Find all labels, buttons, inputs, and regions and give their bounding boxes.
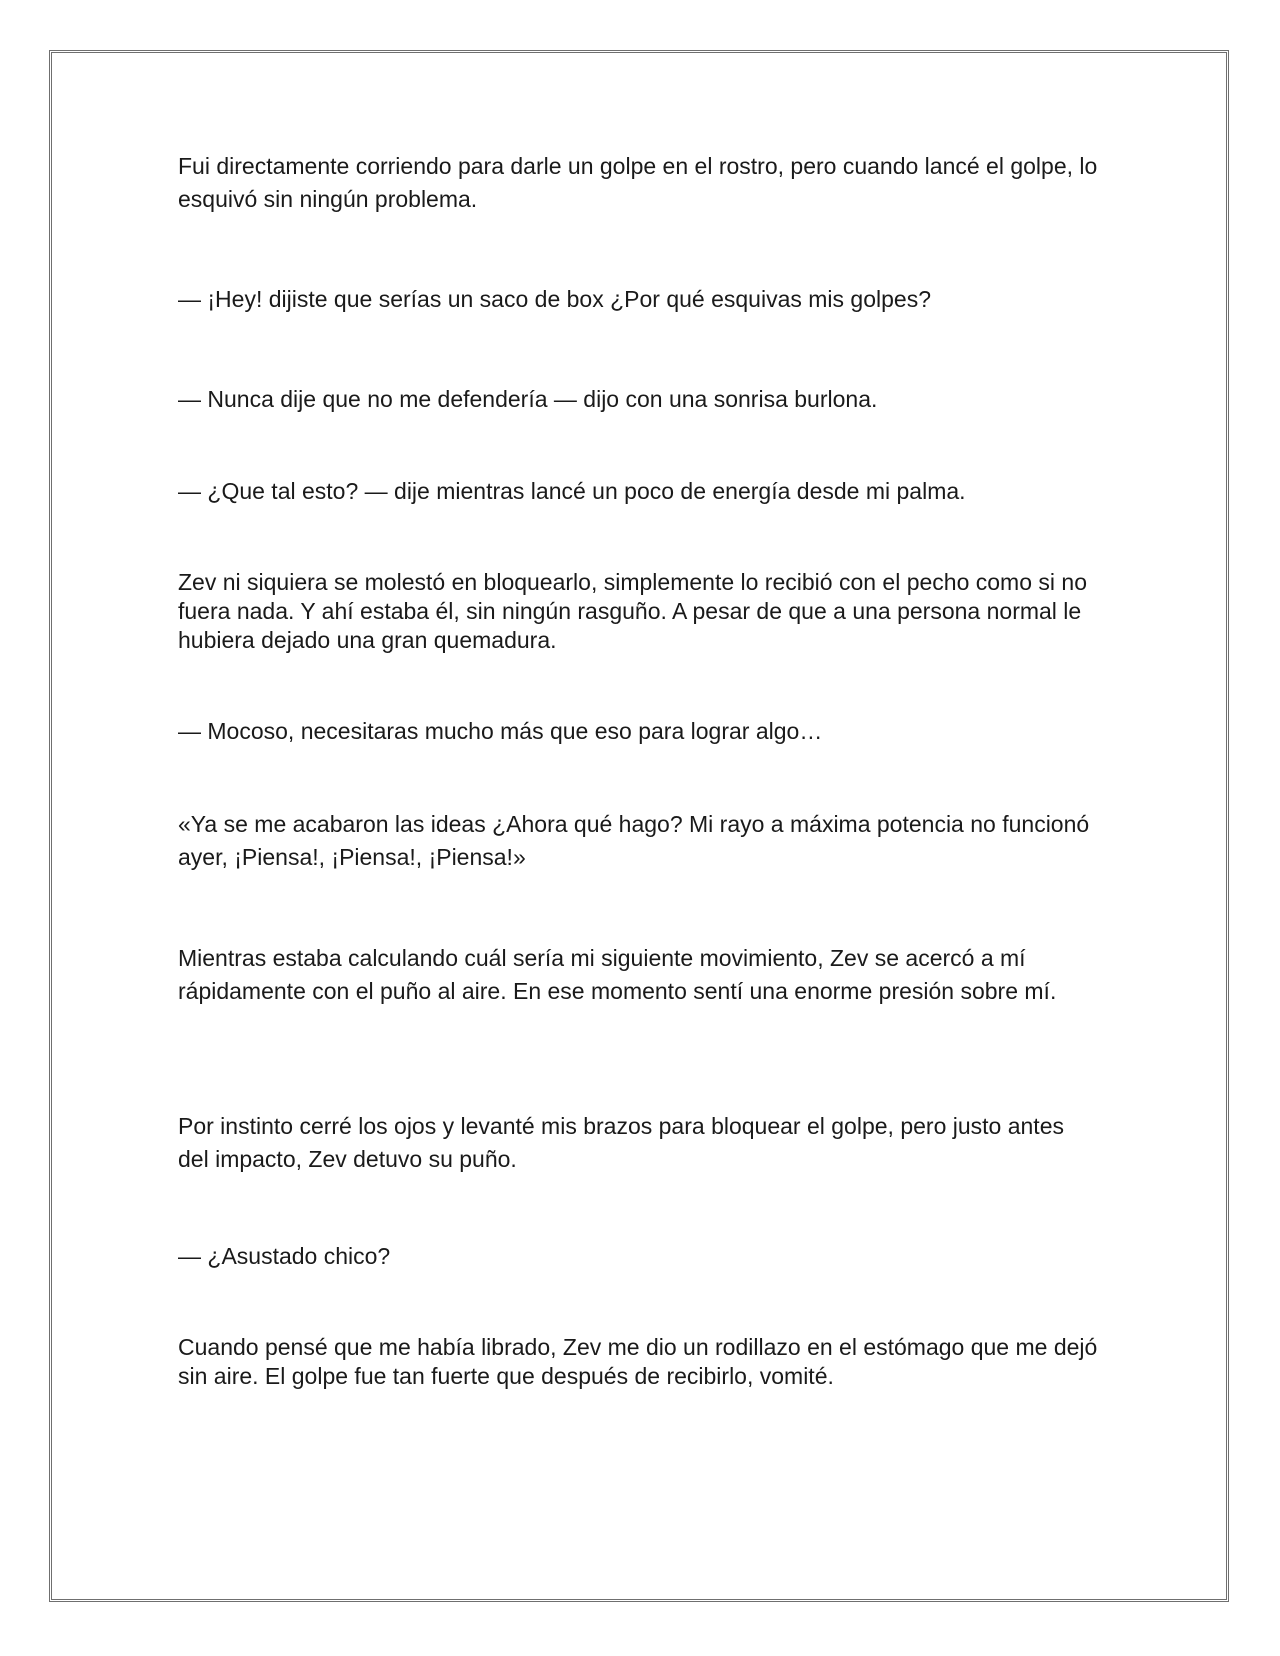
paragraph-8: Mientras estaba calculando cuál sería mi siguiente movimiento, Zev se acercó a mí rápidamente con el puño al aire. En ese momento sentí una enorme presión sobre mí. [178,945,1057,1004]
paragraph-7: «Ya se me acabaron las ideas ¿Ahora qué hago? Mi rayo a máxima potencia no funcionó ayer, ¡Piensa!, ¡Piensa!, ¡Piensa!» [178,811,1090,870]
paragraph-6: — Mocoso, necesitaras mucho más que eso para lograr algo… [178,718,823,744]
paragraph-11: Cuando pensé que me había librado, Zev me dio un rodillazo en el estómago que me dejó sin aire. El golpe fue tan fuerte que después de recibirlo, vomité. [178,1334,1098,1389]
paragraph-4: — ¿Que tal esto? — dije mientras lancé un poco de energía desde mi palma. [178,478,966,504]
paragraph-5: Zev ni siquiera se molestó en bloquearlo, simplemente lo recibió con el pecho como si no fuera nada. Y ahí estaba él, sin ningún rasguño. A pesar de que a una persona normal le hubiera dejado una gran quemadura. [178,569,1087,653]
paragraph-2: — ¡Hey! dijiste que serías un saco de box ¿Por qué esquivas mis golpes? [178,286,931,312]
paragraph-3: — Nunca dije que no me defendería — dijo con una sonrisa burlona. [178,386,878,412]
paragraph-9: Por instinto cerré los ojos y levanté mis brazos para bloquear el golpe, pero justo antes del impacto, Zev detuvo su puño. [178,1113,1064,1172]
paragraph-10: — ¿Asustado chico? [178,1243,391,1269]
paragraph-1: Fui directamente corriendo para darle un golpe en el rostro, pero cuando lancé el golpe, lo esquivó sin ningún problema. [178,153,1098,212]
